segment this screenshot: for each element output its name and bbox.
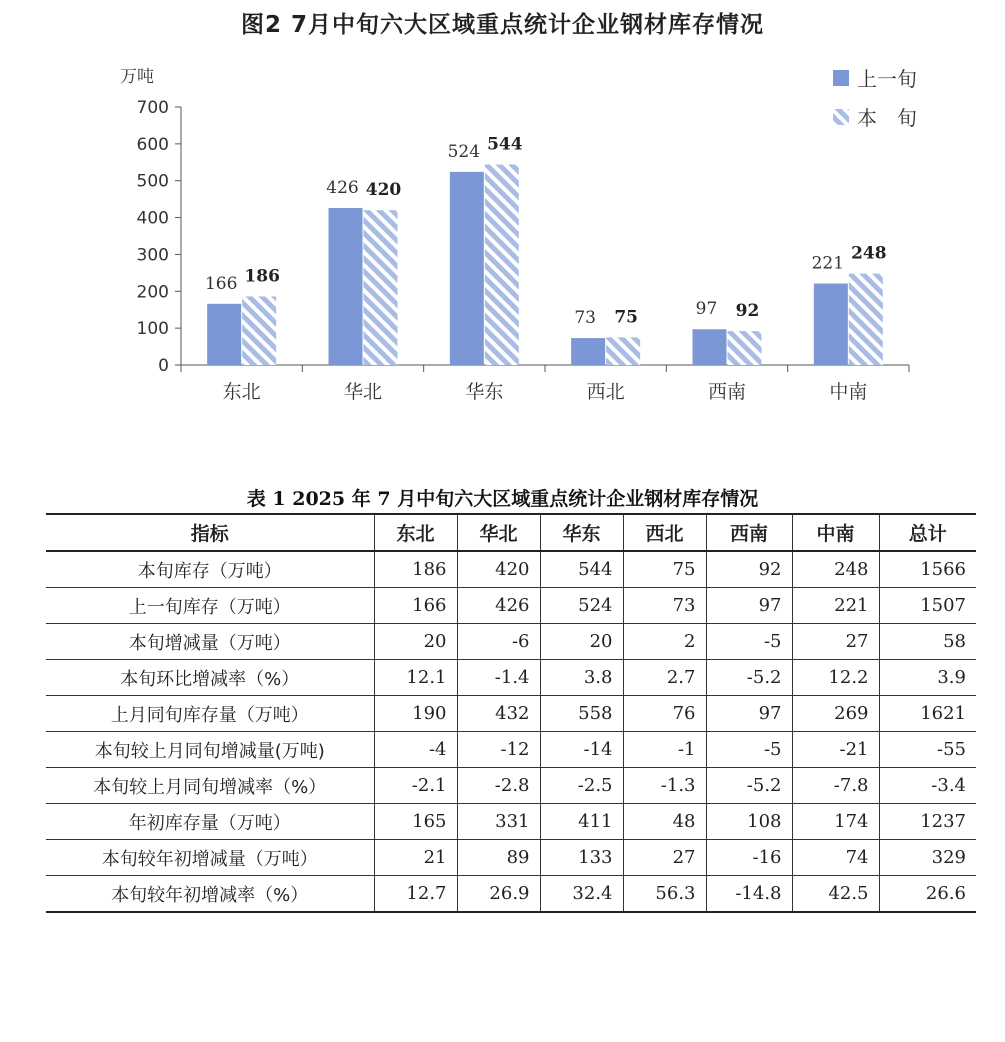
table-row [46, 768, 976, 804]
table-cell: 1566 [879, 551, 976, 588]
chart-title: 图2 7月中旬六大区域重点统计企业钢材库存情况 [240, 12, 764, 38]
row-label: 本旬较年初增减率（%） [46, 876, 374, 913]
table-cell: 73 [623, 588, 706, 624]
table-cell: -5.2 [706, 768, 792, 804]
bars [204, 164, 883, 365]
table-cell: -12 [457, 732, 540, 768]
bar-value-label: 426 [326, 177, 359, 198]
table-cell: 1507 [879, 588, 976, 624]
table-body [46, 551, 976, 912]
table-cell: 544 [540, 551, 623, 588]
table-cell: 3.9 [879, 660, 976, 696]
bar-value-label: 524 [447, 141, 481, 162]
table-cell: 26.9 [457, 876, 540, 913]
table-cell: -55 [879, 732, 976, 768]
bar-value-label: 73 [574, 308, 596, 329]
table-title: 表 1 2025 年 7 月中旬六大区域重点统计企业钢材库存情况 [246, 488, 759, 510]
bar-previous-period [207, 304, 241, 365]
row-label: 上月同旬库存量（万吨） [46, 696, 374, 732]
legend-label: 上一旬 [857, 67, 917, 91]
table-cell: -5 [706, 732, 792, 768]
table-cell: 426 [457, 588, 540, 624]
x-category-label: 中南 [829, 381, 868, 403]
bar-previous-period [814, 284, 848, 365]
header-region: 华北 [457, 514, 540, 551]
table-cell: -21 [792, 732, 879, 768]
bar-current-period [606, 337, 640, 365]
legend [833, 67, 917, 130]
table-cell: 1621 [879, 696, 976, 732]
table-row [46, 732, 976, 768]
table-cell: 165 [374, 804, 457, 840]
table-cell: 558 [540, 696, 623, 732]
bar-value-label: 248 [851, 243, 887, 264]
header-region: 总计 [879, 514, 976, 551]
bar-value-label: 186 [244, 266, 280, 287]
table-row [46, 551, 976, 588]
bar-value-label: 75 [614, 307, 639, 328]
table-cell: 133 [540, 840, 623, 876]
y-tick-label: 500 [136, 171, 169, 192]
bar-current-period [849, 274, 883, 365]
table-cell: 166 [374, 588, 457, 624]
table-cell: 58 [879, 624, 976, 660]
table-cell: 108 [706, 804, 792, 840]
legend-label: 本 旬 [857, 106, 917, 130]
table-cell: 92 [706, 551, 792, 588]
bar-value-label: 97 [695, 299, 718, 320]
y-tick-label: 400 [136, 208, 169, 229]
table-cell: -7.8 [792, 768, 879, 804]
table-cell: 27 [623, 840, 706, 876]
row-label: 上一旬库存（万吨） [46, 588, 374, 624]
bar-current-period [485, 164, 519, 365]
table-cell: 48 [623, 804, 706, 840]
bar-value-label: 166 [204, 273, 238, 294]
table-cell: 2.7 [623, 660, 706, 696]
data-labels [205, 134, 887, 328]
table-cell: 420 [457, 551, 540, 588]
bar-previous-period [693, 329, 727, 365]
table-row [46, 660, 976, 696]
table-row [46, 624, 976, 660]
bar-value-label: 92 [735, 301, 760, 322]
y-tick-label: 300 [136, 245, 169, 266]
table-cell: 21 [374, 840, 457, 876]
table-cell: 411 [540, 804, 623, 840]
bar-previous-period [450, 172, 484, 365]
table-cell: 524 [540, 588, 623, 624]
table-header-row [46, 514, 976, 551]
bar-current-period [728, 331, 762, 365]
table-cell: 42.5 [792, 876, 879, 913]
table-cell: -1.4 [457, 660, 540, 696]
header-region: 中南 [792, 514, 879, 551]
table-cell: 331 [457, 804, 540, 840]
row-label: 本旬较上月同旬增减量(万吨) [46, 732, 374, 768]
table-cell: -6 [457, 624, 540, 660]
table-cell: 329 [879, 840, 976, 876]
row-label: 本旬增减量（万吨） [46, 624, 374, 660]
x-category-label: 西北 [586, 381, 625, 403]
y-tick-label: 100 [136, 319, 169, 340]
table-cell: 26.6 [879, 876, 976, 913]
table-cell: 1237 [879, 804, 976, 840]
y-tick-label: 600 [136, 134, 169, 155]
table-cell: 20 [374, 624, 457, 660]
row-label: 本旬较上月同旬增减率（%） [46, 768, 374, 804]
table-cell: 12.7 [374, 876, 457, 913]
x-category-label: 东北 [222, 381, 261, 403]
table-cell: 56.3 [623, 876, 706, 913]
x-category-label: 华东 [465, 381, 504, 403]
header-region: 西南 [706, 514, 792, 551]
row-label: 本旬环比增减率（%） [46, 660, 374, 696]
table-row [46, 840, 976, 876]
legend-swatch [833, 70, 849, 86]
table-row [46, 588, 976, 624]
table-cell: -14 [540, 732, 623, 768]
inventory-table [46, 513, 976, 913]
header-indicator: 指标 [46, 514, 374, 551]
bar-value-label: 544 [487, 134, 523, 155]
table-cell: 221 [792, 588, 879, 624]
table-row [46, 876, 976, 913]
table-cell: -1.3 [623, 768, 706, 804]
x-category-label: 华北 [343, 381, 383, 403]
table-cell: -2.8 [457, 768, 540, 804]
table-cell: 2 [623, 624, 706, 660]
table-cell: 174 [792, 804, 879, 840]
table-row [46, 696, 976, 732]
table-cell: 190 [374, 696, 457, 732]
x-category-label: 西南 [707, 381, 747, 403]
table-cell: 97 [706, 588, 792, 624]
header-region: 华东 [540, 514, 623, 551]
table-cell: 432 [457, 696, 540, 732]
header-region: 东北 [374, 514, 457, 551]
table-cell: -5 [706, 624, 792, 660]
row-label: 年初库存量（万吨） [46, 804, 374, 840]
table-cell: 97 [706, 696, 792, 732]
table-cell: -1 [623, 732, 706, 768]
table-cell: 269 [792, 696, 879, 732]
y-tick-label: 700 [136, 98, 169, 118]
table-cell: 32.4 [540, 876, 623, 913]
table-cell: -2.5 [540, 768, 623, 804]
table-cell: 12.2 [792, 660, 879, 696]
bar-current-period [364, 210, 398, 365]
bar-current-period [242, 296, 276, 365]
bar-value-label: 420 [365, 180, 402, 201]
table-cell: 27 [792, 624, 879, 660]
bar-previous-period [571, 338, 605, 365]
table-cell: 20 [540, 624, 623, 660]
bar-previous-period [329, 208, 363, 365]
header-region: 西北 [623, 514, 706, 551]
table-cell: 75 [623, 551, 706, 588]
table-cell: 248 [792, 551, 879, 588]
table-cell: -3.4 [879, 768, 976, 804]
table-row [46, 804, 976, 840]
row-label: 本旬库存（万吨） [46, 551, 374, 588]
y-axis-label: 万吨 [120, 67, 154, 87]
table-cell: 3.8 [540, 660, 623, 696]
table-cell: -2.1 [374, 768, 457, 804]
table-cell: -16 [706, 840, 792, 876]
legend-swatch [833, 109, 849, 125]
table-cell: 12.1 [374, 660, 457, 696]
table-cell: -4 [374, 732, 457, 768]
table-cell: 186 [374, 551, 457, 588]
table-cell: 74 [792, 840, 879, 876]
bar-chart [0, 0, 1005, 470]
bar-value-label: 221 [811, 253, 845, 274]
table-cell: -5.2 [706, 660, 792, 696]
table-cell: 76 [623, 696, 706, 732]
table-cell: -14.8 [706, 876, 792, 913]
y-tick-label: 0 [158, 356, 169, 376]
table-cell: 89 [457, 840, 540, 876]
row-label: 本旬较年初增减量（万吨） [46, 840, 374, 876]
y-tick-label: 200 [136, 282, 169, 303]
